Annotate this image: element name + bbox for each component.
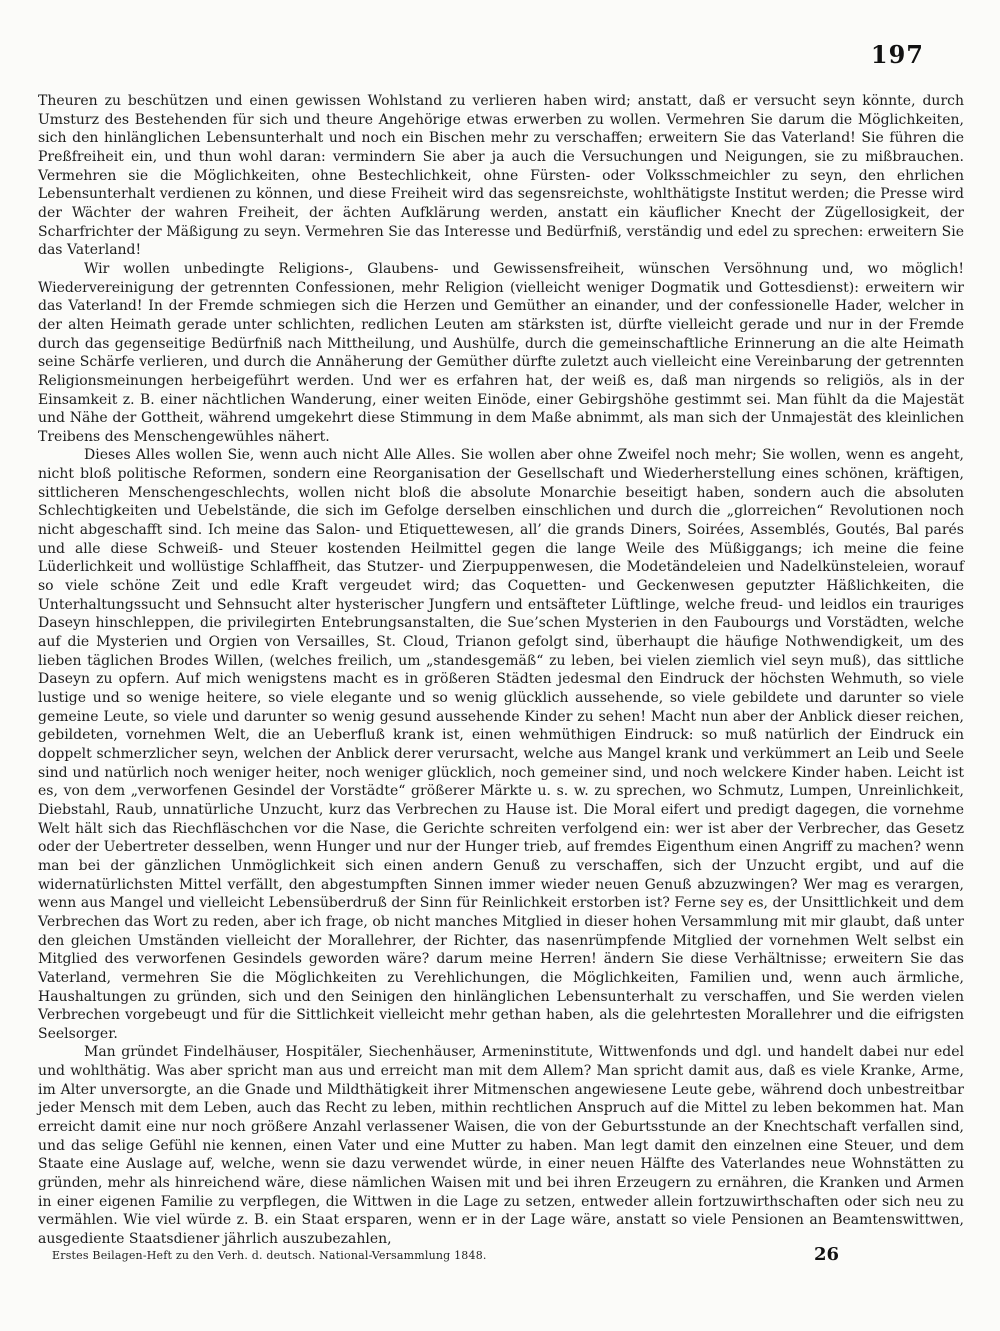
- footer-note: Erstes Beilagen-Heft zu den Verh. d. deutsch. National-Versammlung 1848.: [52, 1249, 487, 1262]
- body-text: [38, 92, 964, 1249]
- paragraph: Dieses Alles wollen Sie, wenn auch nicht Alle Alles. Sie wollen aber ohne Zweifel noch mehr; Sie wollen, wenn es angeht, nicht bloß politische Reformen, sondern eine Reorganisation der Gesellschaft und Wiederherstellung eines schönen, kräftigen, sittlicheren Menschengeschlechts, wollen nicht bloß die absolute Monarchie beseitigt haben, sondern auch die absoluten Schlechtigkeiten und Uebelstände, die sich im Gefolge derselben einschlichen und durch die „glorreichen“ Revolutionen noch nicht abgeschafft sind. Ich meine das Salon- und Etiquettewesen, all’ die grands Diners, Soirées, Assemblés, Goutés, Bal parés und alle diese Schweiß- und Steuer kostenden Heilmittel gegen die lange Weile des Müßiggangs; ich meine die feine Lüderlichkeit und wollüstige Schlaffheit, das Stutzer- und Zierpuppenwesen, die Modetändeleien und Nadelkünsteleien, worauf so viele schöne Zeit und edle Kraft vergeudet wird; das Coquetten- und Geckenwesen geputzter Häßlichkeiten, die Unterhaltungssucht und Sehnsucht alter hysterischer Jungfern und entsäfteter Lüftlinge, welche freud- und leidlos ein trauriges Daseyn hinschleppen, die privilegirten Entebrungsanstalten, die Sue’schen Mysterien in den Faubourgs und Vorstädten, welche auf die Mysterien und Orgien von Versailles, St. Cloud, Trianon gefolgt sind, überhaupt die häufige Nothwendigkeit, um des lieben täglichen Brodes Willen, (welches freilich, um „standesgemäß“ zu leben, bei vielen ziemlich viel seyn muß), das sittliche Daseyn zu opfern. Auf mich wenigstens macht es in größeren Städten jedesmal den Eindruck der höchsten Wehmuth, so viele lustige und so wenige heitere, so viele elegante und so wenig glücklich aussehende, so viele gebildete und darunter so viele gemeine Leute, so viele und darunter so wenig gesund aussehende Kinder zu sehen! Macht nun aber der Anblick dieser reichen, gebildeten, vornehmen Welt, die an Ueberfluß krank ist, einen wehmüthigen Eindruck: so muß natürlich der Eindruck ein doppelt schmerzlicher seyn, welchen der Anblick derer verursacht, welche aus Mangel krank und verkümmert an Leib und Seele sind und natürlich noch weniger heiter, noch weniger glücklich, noch gemeiner sind, und noch welckere Kinder haben. Leicht ist es, von dem „verworfenen Gesindel der Vorstädte“ größerer Märkte u. s. w. zu sprechen, wo Schmutz, Lumpen, Unreinlichkeit, Diebstahl, Raub, unnatürliche Unzucht, kurz das Verbrechen zu Hause ist. Die Moral eifert und predigt dagegen, die vornehme Welt hält sich das Riechfläschchen vor die Nase, die Gerichte schreiten verfolgend ein: wer ist aber der Verbrecher, das Gesetz oder der Uebertreter desselben, wenn Hunger und nur der Hunger trieb, auf fremdes Eigenthum einen Angriff zu machen? wenn man bei der gänzlichen Unmöglichkeit sich einen andern Genuß zu verschaffen, sich der Unzucht ergibt, und auf die widernatürlichsten Mittel verfällt, den abgestumpften Sinnen immer wieder neuen Genuß abzuzwingen? Wer mag es verargen, wenn aus Mangel und vielleicht Lebensüberdruß der Sinn für Reinlichkeit erstorben ist? Ferne sey es, der Unsittlichkeit und dem Verbrechen das Wort zu reden, aber ich frage, ob nicht manches Mitglied in dieser hohen Versammlung mit mir glaubt, daß unter den gleichen Umständen vielleicht der Morallehrer, der Richter, das nasenrümpfende Mitglied der vornehmen Welt selbst ein Mitglied des verworfenen Gesindels geworden wäre? darum meine Herren! ändern Sie diese Verhältnisse; erweitern Sie das Vaterland, vermehren Sie die Möglichkeiten zu Verehlichungen, die Möglichkeiten, Familien und, wenn auch ärmliche, Haushaltungen zu gründen, sich und den Seinigen den hinlänglichen Lebensunterhalt zu verschaffen, und Sie werden vielen Verbrechen vorgebeugt und für die Sittlichkeit vielleicht mehr gethan haben, als die gelehrtesten Morallehrer und die eifrigsten Seelsorger.: [38, 447, 964, 1042]
- paragraph: Wir wollen unbedingte Religions-, Glaubens- und Gewissensfreiheit, wünschen Versöhnung und, wo möglich! Wiedervereinigung der getrennten Confessionen, mehr Religion (vielleicht weniger Dogmatik und Gottesdienst): erweitern wir das Vaterland! In der Fremde schmiegen sich die Herzen und Gemüther an einander, und der confessionelle Hader, welcher in der alten Heimath gerade unter schlichten, redlichen Leuten am stärksten ist, dürfte vielleicht gerade und nur in der Fremde durch das gegenseitige Bedürfniß nach Mittheilung, und Aushülfe, durch die gemeinschaftliche Erinnerung an die alte Heimath seine Schärfe verlieren, und durch die Annäherung der Gemüther dürfte zuletzt auch vielleicht eine Vereinbarung der getrennten Religionsmeinungen herbeigeführt werden. Und wer es erfahren hat, der weiß es, daß man nirgends so religiös, als in der Einsamkeit z. B. einer nächtlichen Wanderung, einer weiten Einöde, einer Gebirgshöhe gestimmt sei. Man fühlt da die Majestät und Nähe der Gottheit, während umgekehrt diese Stimmung in dem Maße abnimmt, als man sich der Unmajestät des kleinlichen Treibens des Menschengewühles nähert.: [38, 260, 964, 445]
- paragraph: Theuren zu beschützen und einen gewissen Wohlstand zu verlieren haben wird; anstatt, daß er versucht seyn könnte, durch Umsturz des Bestehenden für sich und theure Angehörige etwas erwerben zu wollen. Vermehren Sie darum die Möglichkeiten, sich den hinlänglichen Lebensunterhalt und noch ein Bischen mehr zu verschaffen; erweitern Sie das Vaterland! Sie führen die Preßfreiheit ein, und thun wohl daran: vermindern Sie aber ja auch die Versuchungen und Neigungen, sie zu mißbrauchen. Vermehren sie die Möglichkeiten, ohne Bestechlichkeit, ohne Fürsten- oder Volksschmeichler zu seyn, den ehrlichen Lebensunterhalt verdienen zu können, und diese Freiheit wird das segensreichste, wohlthätigste Institut werden; die Presse wird der Wächter der wahren Freiheit, der ächten Aufklärung werden, anstatt ein käuflicher Knecht der Zügellosigkeit, der Scharfrichter der Mäßigung zu seyn. Vermehren Sie das Interesse und Bedürfniß, verständig und edel zu sprechen: erweitern Sie das Vaterland!: [38, 93, 964, 259]
- paragraph: Man gründet Findelhäuser, Hospitäler, Siechenhäuser, Armeninstitute, Wittwenfonds und dgl. und handelt dabei nur edel und wohlthätig. Was aber spricht man aus und erreicht man mit dem Allem? Man spricht damit aus, daß es viele Kranke, Arme, im Alter unversorgte, an die Gnade und Mildthätigkeit ihrer Mitmenschen angewiesene Leute gebe, während doch unbestreitbar jeder Mensch mit dem Leben, auch das Recht zu leben, mithin rechtlichen Anspruch auf die Mittel zu leben bekommen hat. Man erreicht damit eine nur noch größere Anzahl verlassener Waisen, die von der Geburtsstunde an der Knechtschaft verfallen sind, und das selige Gefühl nie kennen, einen Vater und eine Mutter zu haben. Man legt damit den einzelnen eine Steuer, und dem Staate eine Auslage auf, welche, wenn sie dazu verwendet würde, in einer neuen Hälfte des Vaterlandes neue Wohnstätten zu gründen, mehr als hinreichend wäre, diese nämlichen Waisen mit und bei ihren Erzeugern zu ernähren, die Kranken und Armen in einer eigenen Familie zu verpflegen, die Wittwen in die Lage zu setzen, entweder allein fortzuwirthschaften oder sich neu zu vermählen. Wie viel würde z. B. ein Staat ersparen, wenn er in der Lage wäre, anstatt so viele Pensionen an Beamtenswittwen, ausgediente Staatsdiener jährlich auszubezahlen,: [38, 1044, 964, 1248]
- signature-mark: 26: [814, 1244, 840, 1265]
- page-footer: [52, 1244, 952, 1269]
- page-number: 197: [870, 40, 924, 69]
